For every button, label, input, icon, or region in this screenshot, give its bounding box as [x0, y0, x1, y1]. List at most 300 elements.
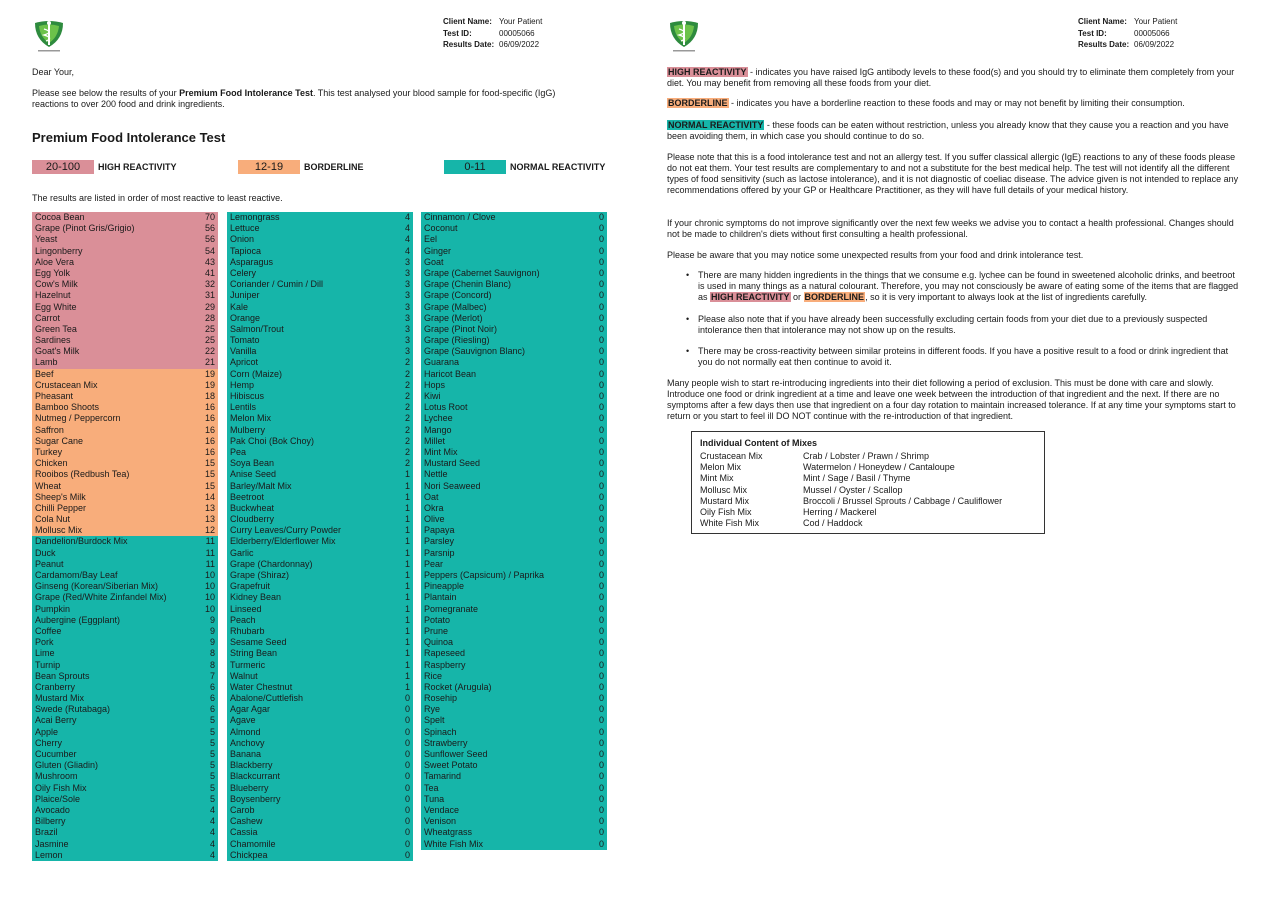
- food-score: 14: [204, 491, 215, 502]
- result-row: [421, 648, 607, 659]
- patient-info: [443, 16, 542, 51]
- result-row: [32, 369, 218, 380]
- food-name: Cranberry: [35, 681, 76, 692]
- food-score: 2: [404, 391, 410, 401]
- food-name: Pea: [230, 446, 247, 457]
- result-row: [227, 536, 413, 547]
- food-name: Strawberry: [424, 737, 468, 748]
- food-name: Almond: [230, 726, 261, 737]
- result-row: [421, 335, 607, 346]
- food-score: 3: [404, 256, 410, 267]
- food-score: 21: [204, 357, 215, 368]
- food-score: 0: [598, 357, 604, 368]
- food-name: Hemp: [230, 379, 255, 390]
- food-score: 0: [598, 715, 604, 726]
- result-row: [32, 458, 218, 469]
- food-score: 16: [204, 402, 215, 413]
- result-row: [421, 749, 607, 760]
- food-score: 3: [404, 301, 410, 312]
- food-score: 0: [598, 804, 604, 815]
- food-name: Jasmine: [35, 838, 69, 849]
- food-name: Grape (Cabernet Sauvignon): [424, 267, 540, 278]
- legend-borderline: 12-19 BORDERLINE: [238, 160, 364, 174]
- food-name: Peppers (Capsicum) / Paprika: [424, 570, 545, 580]
- mix-contents-title: Individual Content of Mixes: [700, 438, 818, 448]
- result-row: [421, 771, 607, 782]
- food-name: Pomegranate: [424, 603, 479, 614]
- mix-row: [700, 485, 1036, 496]
- result-row: [227, 704, 413, 715]
- food-name: Duck: [35, 547, 56, 558]
- food-score: 0: [598, 693, 604, 704]
- food-name: Blackcurrant: [230, 771, 281, 782]
- food-score: 0: [598, 749, 604, 759]
- food-name: Agar Agar: [230, 704, 271, 715]
- food-name: String Bean: [230, 648, 278, 659]
- food-name: Cocoa Bean: [35, 212, 85, 222]
- result-row: [32, 548, 218, 559]
- result-row: [421, 693, 607, 704]
- patient-info: Client Name: Your Patient Test ID: 00005066 Results Date: 06/09/2022: [1078, 17, 1178, 49]
- food-score: 6: [209, 693, 215, 704]
- result-row: [421, 223, 607, 234]
- food-name: Anise Seed: [230, 469, 277, 480]
- result-row: [227, 671, 413, 682]
- food-name: Plantain: [424, 592, 457, 603]
- result-row: [421, 548, 607, 559]
- food-name: Grape (Pinot Gris/Grigio): [35, 223, 135, 234]
- result-row: [227, 290, 413, 301]
- food-score: 5: [209, 737, 215, 748]
- mix-contents: Crab / Lobster / Prawn / Shrimp: [803, 451, 930, 461]
- food-name: Anchovy: [230, 737, 265, 748]
- food-score: 2: [404, 357, 410, 368]
- food-name: Lamb: [35, 357, 58, 368]
- result-row: [421, 302, 607, 313]
- result-row: [421, 615, 607, 626]
- food-name: Peach: [230, 614, 256, 625]
- result-row: [421, 671, 607, 682]
- result-row: [32, 503, 218, 514]
- result-row: [227, 380, 413, 391]
- legend-high: 20-100 HIGH REACTIVITY: [32, 160, 177, 174]
- food-score: 0: [404, 715, 410, 726]
- food-name: Rhubarb: [230, 625, 265, 636]
- food-score: 10: [204, 603, 215, 614]
- food-score: 0: [598, 525, 604, 536]
- food-name: Wheatgrass: [424, 827, 473, 838]
- food-score: 0: [598, 681, 604, 692]
- food-score: 1: [404, 558, 410, 569]
- food-score: 4: [404, 245, 410, 256]
- result-row: [227, 604, 413, 615]
- food-score: 0: [404, 704, 410, 715]
- food-name: Elderberry/Elderflower Mix: [230, 536, 336, 547]
- food-name: Sweet Potato: [424, 760, 478, 771]
- result-row: [227, 357, 413, 368]
- food-score: 0: [598, 536, 604, 547]
- food-score: 13: [204, 514, 215, 525]
- food-name: Chickpea: [230, 849, 268, 860]
- high-reactivity-explanation: HIGH REACTIVITY - indicates you have raised IgG antibody levels to these food(s) and you should try to eliminate them completely from your diet. You may benefit from removing all these foods from your diet.: [667, 67, 1235, 88]
- mix-name: Melon Mix: [700, 462, 742, 473]
- food-score: 1: [404, 592, 410, 603]
- result-row: [32, 660, 218, 671]
- results-column-3: [421, 212, 607, 850]
- food-score: 3: [404, 335, 410, 346]
- food-name: Gluten (Gliadin): [35, 760, 99, 771]
- food-name: Goat's Milk: [35, 346, 80, 357]
- result-row: [227, 402, 413, 413]
- food-name: Carrot: [35, 312, 61, 323]
- food-score: 31: [204, 290, 215, 301]
- food-name: Mustard Seed: [424, 458, 481, 469]
- food-name: Pheasant: [35, 391, 74, 401]
- mix-contents: Mussel / Oyster / Scallop: [803, 484, 903, 495]
- food-score: 0: [598, 793, 604, 804]
- result-row: [421, 682, 607, 693]
- food-name: Coconut: [424, 223, 458, 234]
- caduceus-logo-icon: [32, 17, 66, 55]
- food-name: Turmeric: [230, 659, 266, 670]
- result-row: [421, 290, 607, 301]
- food-name: Grape (Merlot): [424, 312, 483, 323]
- food-name: Crustacean Mix: [35, 379, 98, 390]
- food-score: 0: [598, 435, 604, 446]
- food-score: 19: [204, 368, 215, 379]
- result-row: [227, 279, 413, 290]
- borderline-explanation: BORDERLINE - indicates you have a borderline reaction to these foods and may or may not benefit by limiting their consumption.: [668, 98, 1185, 108]
- food-score: 0: [598, 838, 604, 849]
- food-name: Grapefruit: [230, 581, 271, 592]
- result-row: [32, 525, 218, 536]
- food-name: Blackberry: [230, 760, 273, 771]
- food-score: 5: [209, 771, 215, 782]
- result-row: [421, 727, 607, 738]
- food-name: Mulberry: [230, 424, 266, 435]
- result-row: [32, 335, 218, 346]
- food-score: 10: [204, 570, 215, 580]
- food-name: Olive: [424, 514, 445, 525]
- page-title: Premium Food Intolerance Test: [32, 130, 226, 145]
- food-score: 18: [204, 391, 215, 401]
- food-score: 3: [404, 323, 410, 334]
- food-name: Onion: [230, 234, 255, 245]
- result-row: [32, 671, 218, 682]
- result-row: [32, 481, 218, 492]
- food-score: 0: [404, 749, 410, 759]
- result-row: [32, 536, 218, 547]
- food-score: 1: [404, 480, 410, 491]
- food-score: 7: [209, 670, 215, 681]
- food-score: 0: [598, 379, 604, 390]
- result-row: [227, 715, 413, 726]
- result-row: [32, 570, 218, 581]
- result-row: [32, 436, 218, 447]
- result-row: [32, 626, 218, 637]
- food-name: Egg Yolk: [35, 267, 71, 278]
- food-score: 11: [205, 558, 215, 569]
- food-name: Haricot Bean: [424, 368, 477, 379]
- food-score: 1: [404, 614, 410, 625]
- food-score: 43: [204, 256, 215, 267]
- food-name: Prune: [424, 625, 449, 636]
- food-name: Ginseng (Korean/Siberian Mix): [35, 581, 159, 592]
- result-row: [32, 749, 218, 760]
- result-row: [32, 447, 218, 458]
- food-name: Pineapple: [424, 581, 465, 592]
- result-row: [227, 570, 413, 581]
- food-name: Lotus Root: [424, 402, 468, 413]
- food-name: Pear: [424, 558, 444, 569]
- food-score: 0: [598, 290, 604, 301]
- food-score: 0: [598, 312, 604, 323]
- food-score: 15: [204, 480, 215, 491]
- test-id-label: Test ID:: [443, 28, 472, 38]
- food-score: 0: [598, 547, 604, 558]
- food-score: 4: [209, 838, 215, 849]
- food-score: 16: [204, 413, 215, 424]
- food-name: Banana: [230, 749, 262, 759]
- food-score: 0: [598, 782, 604, 793]
- food-score: 0: [598, 279, 604, 290]
- food-name: Walnut: [230, 670, 258, 681]
- food-score: 0: [598, 245, 604, 256]
- result-row: [421, 447, 607, 458]
- food-score: 0: [598, 212, 604, 222]
- food-score: 0: [598, 558, 604, 569]
- food-name: Cola Nut: [35, 514, 71, 525]
- food-name: Tomato: [230, 335, 260, 346]
- results-date-label: Results Date:: [443, 40, 495, 49]
- reintroduction-note: Many people wish to start re-introducing ingredients into their diet following a period of exclusion. This must be done with care and slowly. Introduce one food or drink ingredient at a time and leave one week between the introduction of that ingredient and the next. If there are no symptoms after a few days then use that ingredient on a four day rotation to maintain increased tolerance. If at any time your symptoms start to return or you start to feel ill DO NOT continue with the re-introduction of that ingredient.: [667, 378, 1236, 421]
- food-score: 2: [404, 368, 410, 379]
- food-score: 2: [404, 458, 410, 469]
- food-score: 0: [404, 760, 410, 771]
- mix-row: [700, 462, 1036, 473]
- food-name: Potato: [424, 614, 451, 625]
- food-name: Raspberry: [424, 659, 466, 670]
- food-name: Cloudberry: [230, 514, 275, 525]
- food-score: 22: [204, 346, 215, 357]
- food-name: Cinnamon / Clove: [424, 212, 496, 222]
- result-row: [227, 727, 413, 738]
- food-score: 0: [598, 827, 604, 838]
- food-name: Quinoa: [424, 637, 454, 648]
- food-score: 5: [209, 782, 215, 793]
- mix-name: Crustacean Mix: [700, 451, 763, 461]
- food-score: 19: [204, 379, 215, 390]
- result-row: [32, 425, 218, 436]
- result-row: [227, 324, 413, 335]
- symptoms-note: If your chronic symptoms do not improve significantly over the next few weeks we advise you to contact a health professional. Changes should not be made to children's diets without first consulting a health professional.: [667, 218, 1234, 239]
- food-name: Carob: [230, 804, 255, 815]
- result-row: [227, 369, 413, 380]
- food-name: Dandelion/Burdock Mix: [35, 536, 128, 547]
- food-score: 5: [209, 715, 215, 726]
- food-name: Pumpkin: [35, 603, 71, 614]
- result-row: [421, 469, 607, 480]
- result-row: [421, 559, 607, 570]
- food-name: Mustard Mix: [35, 693, 85, 704]
- result-row: [421, 492, 607, 503]
- result-row: [227, 592, 413, 603]
- result-row: [227, 223, 413, 234]
- result-row: [227, 425, 413, 436]
- food-score: 1: [404, 625, 410, 636]
- food-score: 0: [598, 256, 604, 267]
- food-name: Agave: [230, 715, 256, 726]
- food-score: 0: [598, 402, 604, 413]
- food-score: 16: [204, 435, 215, 446]
- food-score: 3: [404, 279, 410, 290]
- food-score: 1: [404, 547, 410, 558]
- result-row: [421, 503, 607, 514]
- food-name: Orange: [230, 312, 261, 323]
- result-row: [421, 536, 607, 547]
- food-name: Mint Mix: [424, 446, 458, 457]
- food-score: 2: [404, 424, 410, 435]
- result-row: [421, 715, 607, 726]
- result-row: [421, 380, 607, 391]
- food-score: 4: [404, 223, 410, 234]
- food-name: Bilberry: [35, 816, 66, 827]
- food-name: Rapeseed: [424, 648, 466, 659]
- food-name: Hibiscus: [230, 391, 265, 401]
- food-name: Curry Leaves/Curry Powder: [230, 525, 342, 536]
- food-score: 0: [404, 849, 410, 860]
- food-name: Rooibos (Redbush Tea): [35, 469, 130, 480]
- result-row: [421, 369, 607, 380]
- food-name: Avocado: [35, 804, 70, 815]
- food-score: 0: [598, 424, 604, 435]
- food-name: Spinach: [424, 726, 457, 737]
- food-name: Mango: [424, 424, 452, 435]
- result-row: [227, 839, 413, 850]
- food-score: 0: [598, 816, 604, 827]
- result-row: [32, 648, 218, 659]
- food-score: 8: [209, 659, 215, 670]
- result-row: [227, 246, 413, 257]
- food-score: 9: [209, 625, 215, 636]
- food-score: 5: [209, 726, 215, 737]
- food-name: Tapioca: [230, 245, 262, 256]
- result-row: [227, 783, 413, 794]
- result-row: [421, 246, 607, 257]
- result-row: [227, 771, 413, 782]
- food-name: Apple: [35, 726, 59, 737]
- food-name: Grape (Concord): [424, 290, 492, 301]
- mix-name: Mint Mix: [700, 473, 734, 484]
- result-row: [421, 346, 607, 357]
- food-name: Garlic: [230, 547, 254, 558]
- food-score: 1: [404, 648, 410, 659]
- food-name: Tea: [424, 782, 439, 793]
- result-row: [227, 335, 413, 346]
- result-row: [32, 604, 218, 615]
- result-row: [227, 637, 413, 648]
- food-name: Beetroot: [230, 491, 265, 502]
- food-name: Vendace: [424, 804, 460, 815]
- food-score: 1: [404, 502, 410, 513]
- food-name: Lemon: [35, 849, 63, 860]
- result-row: [32, 212, 218, 223]
- food-name: Boysenberry: [230, 793, 281, 804]
- food-score: 70: [204, 212, 215, 222]
- greeting: Dear Your,: [32, 67, 75, 77]
- food-name: Turnip: [35, 659, 61, 670]
- result-row: [421, 637, 607, 648]
- food-name: Blueberry: [230, 782, 269, 793]
- result-row: [32, 850, 218, 861]
- result-row: [421, 581, 607, 592]
- mix-contents: Cod / Haddock: [803, 518, 863, 529]
- food-score: 0: [404, 838, 410, 849]
- food-name: Acai Berry: [35, 715, 77, 726]
- mix-name: Oily Fish Mix: [700, 507, 752, 518]
- result-row: [227, 503, 413, 514]
- food-name: Cassia: [230, 827, 258, 838]
- order-note: The results are listed in order of most reactive to least reactive.: [32, 193, 283, 203]
- food-score: 0: [598, 659, 604, 670]
- food-score: 0: [598, 480, 604, 491]
- food-score: 0: [598, 267, 604, 278]
- food-name: Lemongrass: [230, 212, 280, 222]
- result-row: [32, 783, 218, 794]
- food-score: 0: [404, 771, 410, 782]
- food-score: 0: [598, 570, 604, 580]
- food-score: 1: [404, 514, 410, 525]
- food-score: 56: [204, 223, 215, 234]
- food-name: Cow's Milk: [35, 279, 78, 290]
- result-row: [32, 413, 218, 424]
- result-row: [227, 615, 413, 626]
- food-name: Nori Seaweed: [424, 480, 481, 491]
- food-name: Coffee: [35, 625, 62, 636]
- result-row: [421, 425, 607, 436]
- food-score: 4: [209, 849, 215, 860]
- intro-paragraph: Please see below the results of your Premium Food Intolerance Test. This test analysed your blood sample for food-specific (IgG) reactions to over 200 food and drink ingredients.: [32, 88, 556, 109]
- result-row: [227, 581, 413, 592]
- food-name: Bamboo Shoots: [35, 402, 100, 413]
- food-score: 3: [404, 312, 410, 323]
- legend-normal: 0-11 NORMAL REACTIVITY: [444, 160, 605, 174]
- result-row: [32, 682, 218, 693]
- food-score: 0: [598, 234, 604, 245]
- food-score: 2: [404, 435, 410, 446]
- food-score: 15: [204, 458, 215, 469]
- food-name: Hops: [424, 379, 446, 390]
- food-score: 0: [404, 793, 410, 804]
- result-row: [227, 548, 413, 559]
- food-name: Okra: [424, 502, 444, 513]
- food-name: Hazelnut: [35, 290, 71, 301]
- food-name: Buckwheat: [230, 502, 275, 513]
- result-row: [227, 492, 413, 503]
- food-score: 1: [404, 659, 410, 670]
- food-name: Grape (Riesling): [424, 335, 490, 346]
- food-name: Oily Fish Mix: [35, 782, 87, 793]
- food-score: 0: [404, 726, 410, 737]
- result-row: [421, 827, 607, 838]
- result-row: [32, 738, 218, 749]
- food-name: Cucumber: [35, 749, 77, 759]
- result-row: [421, 257, 607, 268]
- result-row: [227, 458, 413, 469]
- result-row: [421, 234, 607, 245]
- result-row: [227, 436, 413, 447]
- result-row: [32, 704, 218, 715]
